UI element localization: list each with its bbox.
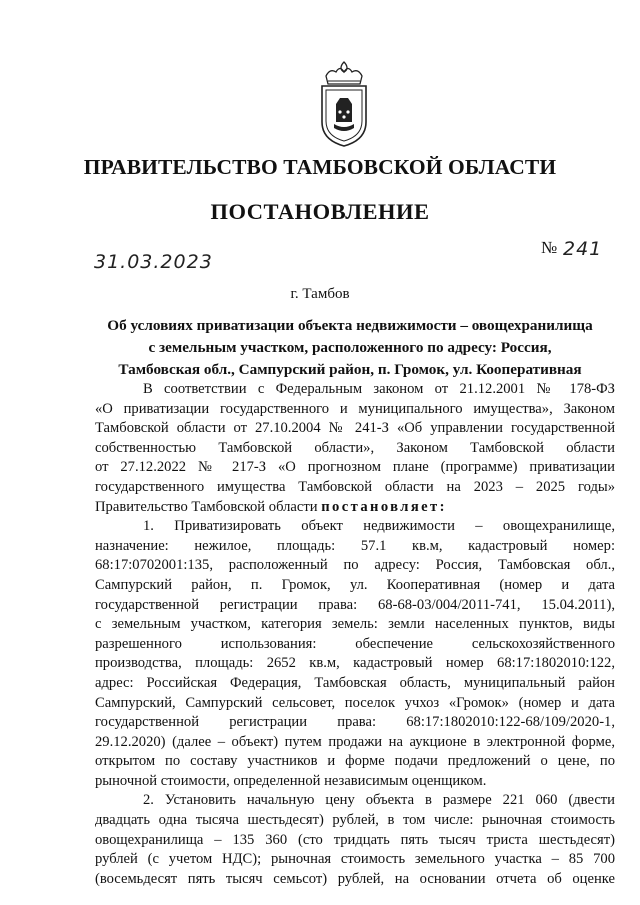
body-line: государственной регистрации права: 68:17:1802010:122-68/109/2020-1, [95,714,615,731]
body-line: «О приватизации государственного и муниципального имущества», Законом [95,400,615,417]
body-line: Сампурский, Сампурский сельсовет, поселок учхоз «Громок» (номер и дата [95,694,615,711]
body-line: Сампурский район, п. Громок, ул. Кооперативная (номер и дата [95,576,615,593]
body-line: 2. Установить начальную цену объекта в размере 221 060 (двести [143,792,615,809]
body-line: адрес: Российская Федерация, Тамбовская область, муниципальный район [95,674,615,691]
body-line: 68:17:0702001:135, расположенный по адресу: Россия, Тамбовская обл., [95,557,615,574]
handwritten-date: 31.03.2023 [94,251,213,273]
body-line: собственностью Тамбовской области», Законом Тамбовской области [95,439,615,456]
body-line: Тамбовской области от 27.10.2004 № 241-З «Об управлении государственной [95,420,615,437]
body-line: назначение: нежилое, площадь: 57.1 кв.м, кадастровый номер: [95,537,615,554]
body-line: государственного имущества Тамбовской области на 2023 – 2025 годы» [95,478,615,495]
body-line: рыночной стоимости, определенной независимым оценщиком. [95,772,487,789]
document-type: ПОСТАНОВЛЕНИЕ [210,199,430,224]
document-title [100,315,600,381]
document-body [95,380,615,889]
body-line: В соответствии с Федеральным законом от 21.12.2001 № 178-ФЗ [143,381,615,397]
body-line-with-decree [95,498,615,518]
coat-of-arms-icon [316,60,372,148]
title-line: с земельным участком, расположенного по адресу: Россия, [148,339,552,356]
body-line: рублей (с учетом НДС); рыночная стоимость земельного участка – 85 700 [95,851,615,868]
title-line: Об условиях приватизации объекта недвижимости – овощехранилища [107,317,593,334]
body-line: 1. Приватизировать объект недвижимости – овощехранилище, [143,518,615,535]
title-line: Тамбовская обл., Сампурский район, п. Громок, ул. Кооперативная [118,361,582,378]
body-line: (восемьдесят пять тысяч семьсот) рублей, на основании отчета об оценке [95,870,615,887]
body-line: производства, площадь: 2652 кв.м, кадастровый номер 68:17:1802010:122, [95,655,615,672]
body-line: овощехранилища – 135 360 (сто тридцать пять тысяч триста шестьдесят) [95,831,615,848]
body-line: разрешенного использования: обеспечение сельскохозяйственного [95,635,615,652]
body-line: Правительство Тамбовской области [95,498,318,515]
city-line: г. Тамбов [290,286,350,302]
body-line: открытом по составу участников и форме подачи предложений о цене, по [95,753,615,770]
body-line: от 27.12.2022 № 217-З «О прогнозном плане (программе) приватизации [95,459,615,476]
number-label: № [541,238,558,257]
body-line: 29.12.2020) (далее – объект) путем продажи на аукционе в электронной форме, [95,733,615,750]
body-line: государственной регистрации права: 68-68-03/004/2011-741, 15.04.2011), [95,596,615,613]
body-line: с земельным участком, категория земель: земли населенных пунктов, виды [95,616,615,633]
body-line: двадцать одна тысяча шестьдесят) рублей, в том числе: рыночная стоимость [95,812,615,829]
decree-word: постановляет: [321,498,447,515]
organization-name: ПРАВИТЕЛЬСТВО ТАМБОВСКОЙ ОБЛАСТИ [83,155,557,179]
handwritten-number: 241 [563,238,603,260]
